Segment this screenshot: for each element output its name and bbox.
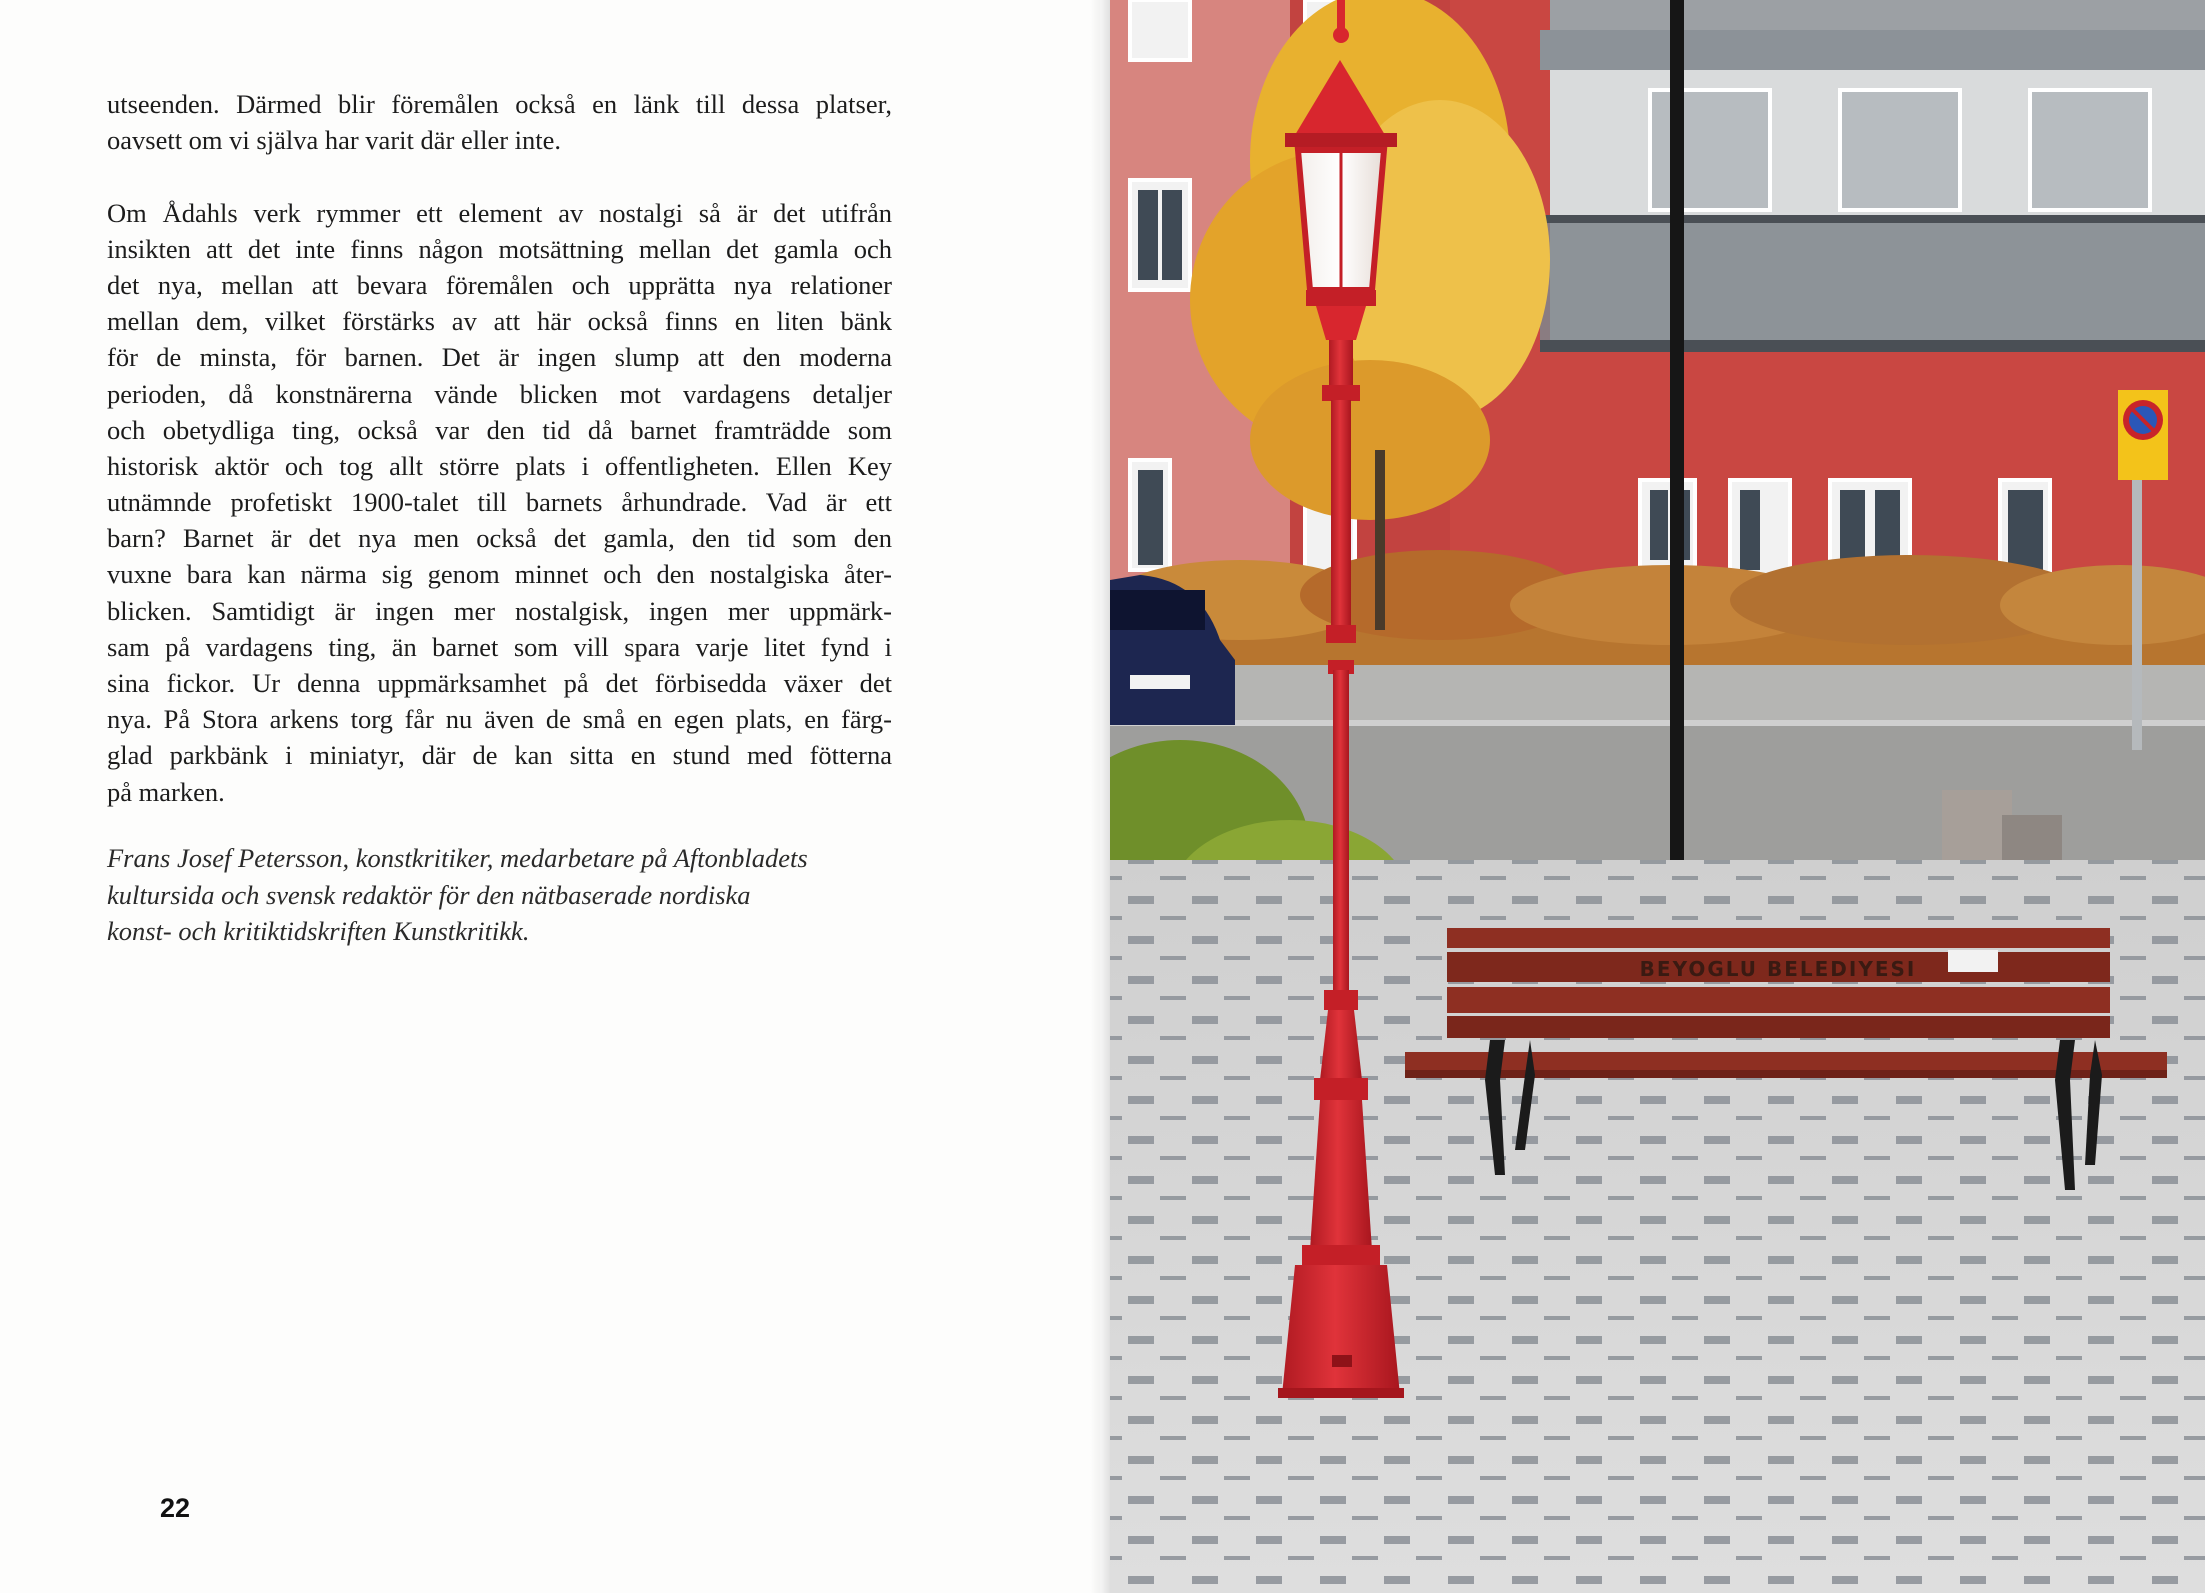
text-line: blicken. Samtidigt är ingen mer nostalgisk, ingen mer uppmärk- bbox=[107, 595, 892, 626]
author-note-line: kultursida och svensk redaktör för den nätbaserade nordiska bbox=[107, 879, 751, 910]
photo-lamp-and-bench bbox=[1110, 0, 2205, 1593]
text-line: nya. På Stora arkens torg får nu även de små en egen plats, en färg- bbox=[107, 704, 892, 735]
text-line: perioden, då konstnärerna vände blicken mot vardagens detaljer bbox=[107, 378, 892, 409]
text-line: oavsett om vi själva har varit där eller inte. bbox=[107, 125, 562, 156]
body-text bbox=[107, 86, 892, 810]
text-line: och obetydliga ting, också var den tid då barnet framträdde som bbox=[107, 414, 892, 445]
author-note bbox=[107, 840, 927, 950]
text-line: på marken. bbox=[107, 776, 225, 807]
text-line: utnämnde profetiskt 1900-talet till barnets århundrade. Vad är ett bbox=[107, 487, 892, 518]
text-line: för de minsta, för barnen. Det är ingen slump att den moderna bbox=[107, 342, 892, 373]
text-line: sam på vardagens ting, än barnet som vill spara varje litet fynd i bbox=[107, 631, 892, 662]
text-line: barn? Barnet är det nya men också det gamla, den tid som den bbox=[107, 523, 892, 554]
text-line: det nya, mellan att bevara föremålen och upprätta nya relationer bbox=[107, 269, 892, 300]
text-line: mellan dem, vilket förstärks av att här också finns en liten bänk bbox=[107, 306, 892, 337]
page-number: 22 bbox=[160, 1493, 191, 1523]
bench-carved-text: BEYOGLU BELEDIYESI bbox=[1639, 957, 1917, 981]
text-line: historisk aktör och tog allt större plats i offentligheten. Ellen Key bbox=[107, 450, 892, 481]
text-line: Om Ådahls verk rymmer ett element av nostalgi så är det utifrån bbox=[107, 197, 892, 228]
photo-illustration bbox=[1110, 0, 2205, 1593]
book-gutter-shadow bbox=[1090, 0, 1112, 1593]
paragraph-gap bbox=[107, 158, 892, 194]
author-note-line: konst- och kritiktidskriften Kunstkritikk. bbox=[107, 916, 530, 946]
author-note-line: Frans Josef Petersson, konstkritiker, medarbetare på Aftonbladets bbox=[107, 843, 808, 873]
text-line: utseenden. Därmed blir föremålen också en länk till dessa platser, bbox=[107, 89, 892, 119]
text-line: insikten att det inte finns någon motsättning mellan det gamla och bbox=[107, 233, 892, 264]
left-page bbox=[0, 0, 1100, 1593]
text-line: vuxne bara kan närma sig genom minnet och den nostalgiska åter- bbox=[107, 559, 892, 590]
text-line: glad parkbänk i miniatyr, där de kan sitta en stund med fötterna bbox=[107, 740, 892, 771]
text-line: sina fickor. Ur denna uppmärksamhet på det förbisedda växer det bbox=[107, 668, 892, 698]
